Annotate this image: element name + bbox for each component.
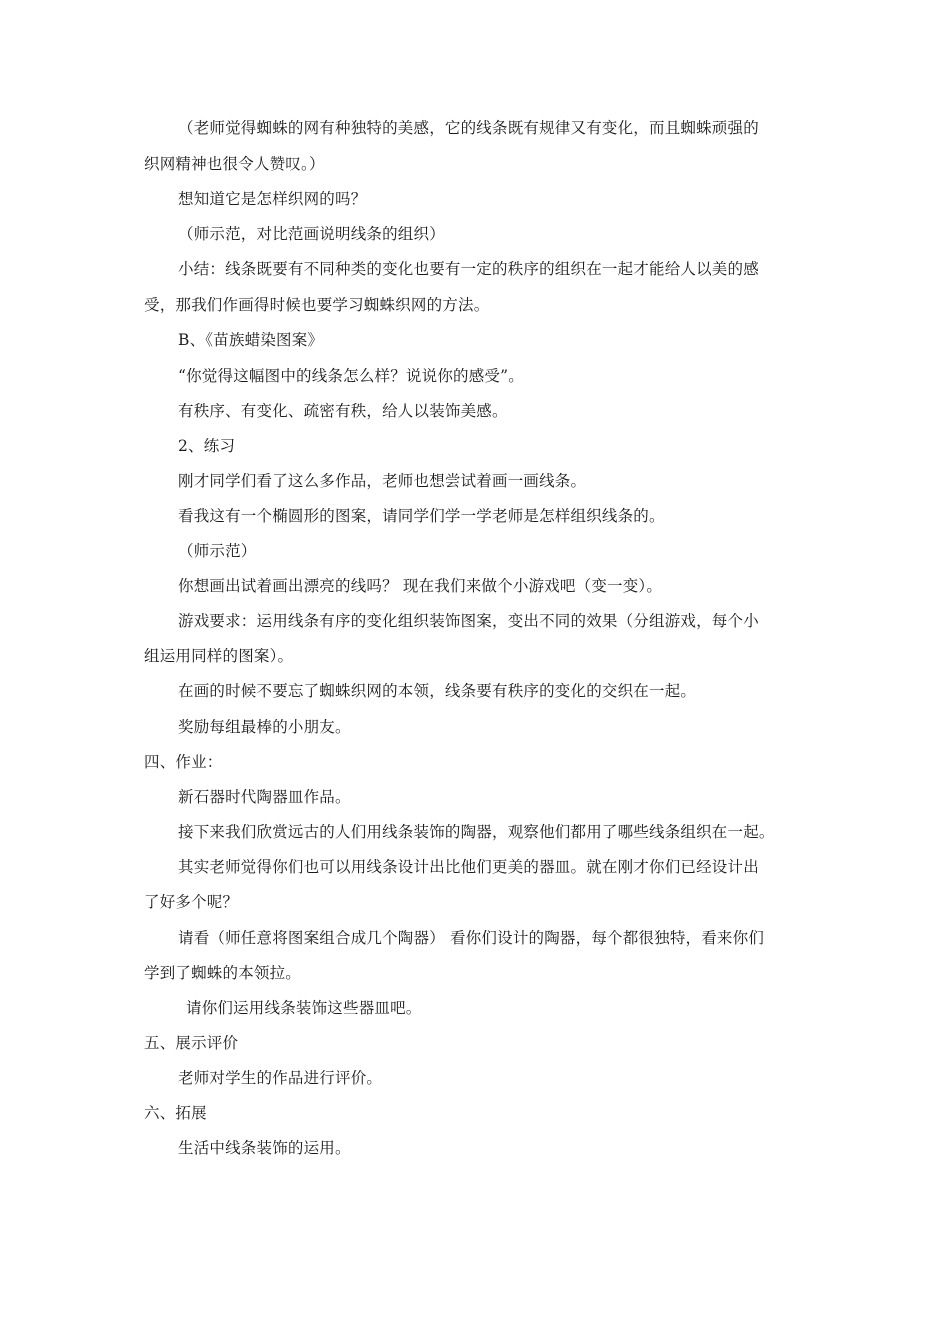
paragraph-line: 你想画出试着画出漂亮的线吗？ 现在我们来做个小游戏吧（变一变）。 (178, 577, 663, 595)
paragraph-line: （老师觉得蜘蛛的网有种独特的美感，它的线条既有规律又有变化，而且蜘蛛顽强的 (178, 119, 759, 137)
paragraph-line: 想知道它是怎样织网的吗？ (178, 190, 367, 208)
paragraph-line: 有秩序、有变化、疏密有秩，给人以装饰美感。 (178, 402, 508, 420)
paragraph-line: 刚才同学们看了这么多作品，老师也想尝试着画一画线条。 (178, 472, 587, 490)
section-heading: 六、拓展 (144, 1104, 207, 1122)
paragraph-line: 在画的时候不要忘了蜘蛛织网的本领，线条要有秩序的变化的交织在一起。 (178, 682, 697, 700)
section-heading: B、《苗族蜡染图案》 (178, 331, 324, 349)
section-heading: 五、展示评价 (144, 1034, 239, 1052)
paragraph-line: （师示范，对比范画说明线条的组织） (178, 225, 445, 243)
paragraph-line: 请看（师任意将图案组合成几个陶器） 看你们设计的陶器，每个都很独特，看来你们 (178, 929, 765, 947)
paragraph-line: 奖励每组最棒的小朋友。 (178, 718, 351, 736)
paragraph-line: 老师对学生的作品进行评价。 (178, 1069, 383, 1087)
paragraph-line: 新石器时代陶器皿作品。 (178, 788, 351, 806)
paragraph-line: 受，那我们作画得时候也要学习蜘蛛织网的方法。 (144, 296, 490, 314)
paragraph-line: 了好多个呢？ (144, 893, 239, 911)
paragraph-line: （师示范） (178, 542, 257, 560)
section-heading: 2、练习 (178, 437, 236, 455)
paragraph-line: “你觉得这幅图中的线条怎么样？说说你的感受”。 (178, 367, 524, 385)
paragraph-line: 组运用同样的图案）。 (144, 647, 294, 665)
paragraph-line: 其实老师觉得你们也可以用线条设计出比他们更美的器皿。就在刚才你们已经设计出 (178, 858, 759, 876)
section-heading: 四、作业： (144, 753, 223, 771)
paragraph-line: 小结：线条既要有不同种类的变化也要有一定的秩序的组织在一起才能给人以美的感 (178, 260, 759, 278)
paragraph-line: 生活中线条装饰的运用。 (178, 1139, 351, 1157)
paragraph-line: 接下来我们欣赏远古的人们用线条装饰的陶器，观察他们都用了哪些线条组织在一起。 (178, 823, 775, 841)
paragraph-line: 请你们运用线条装饰这些器皿吧。 (186, 999, 422, 1017)
paragraph-line: 游戏要求：运用线条有序的变化组织装饰图案，变出不同的效果（分组游戏，每个小 (178, 612, 759, 630)
paragraph-line: 学到了蜘蛛的本领拉。 (144, 964, 302, 982)
paragraph-line: 织网精神也很令人赞叹。） (144, 155, 325, 173)
paragraph-line: 看我这有一个椭圆形的图案，请同学们学一学老师是怎样组织线条的。 (178, 507, 665, 525)
